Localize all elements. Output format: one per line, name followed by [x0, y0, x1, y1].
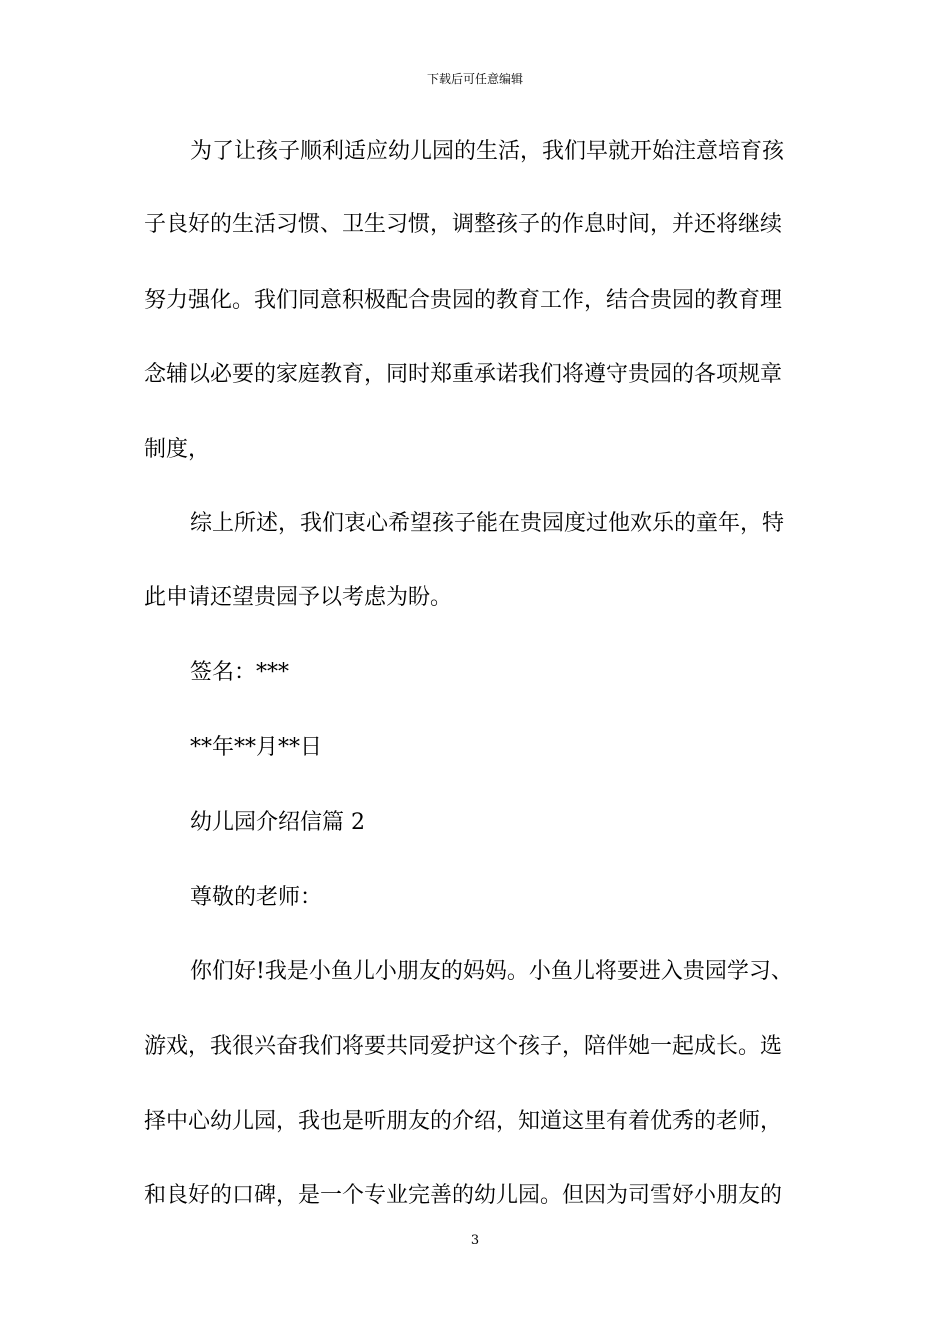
page-number: 3 [470, 1233, 480, 1248]
body-line: 游戏，我很兴奋我们将要共同爱护这个孩子，陪伴她一起成长。选 [144, 1034, 783, 1059]
body-line: 为了让孩子顺利适应幼儿园的生活，我们早就开始注意培育孩 [190, 139, 785, 164]
body-line: 制度， [144, 437, 211, 462]
section-title: 幼儿园介绍信篇 2 [190, 810, 365, 835]
body-line: 此申请还望贵园予以考虑为盼。 [144, 585, 453, 610]
body-line: 和良好的口碑，是一个专业完善的幼儿园。但因为司雪妤小朋友的 [144, 1183, 783, 1208]
body-line: 综上所述，我们衷心希望孩子能在贵园度过他欢乐的童年，特 [190, 511, 785, 536]
body-line: 子良好的生活习惯、卫生习惯，调整孩子的作息时间，并还将继续 [144, 212, 783, 237]
date-line: **年**月**日 [190, 735, 323, 760]
page-header: 下载后可任意编辑 [426, 72, 523, 86]
body-line: 努力强化。我们同意积极配合贵园的教育工作，结合贵园的教育理 [144, 288, 783, 313]
signature-line: 签名：*** [190, 660, 290, 685]
body-line: 择中心幼儿园，我也是听朋友的介绍，知道这里有着优秀的老师， [144, 1109, 783, 1134]
body-line: 念辅以必要的家庭教育，同时郑重承诺我们将遵守贵园的各项规章 [144, 362, 783, 387]
salutation: 尊敬的老师： [190, 885, 323, 910]
body-line: 你们好!我是小鱼儿小朋友的妈妈。小鱼儿将要进入贵园学习、 [190, 959, 793, 984]
